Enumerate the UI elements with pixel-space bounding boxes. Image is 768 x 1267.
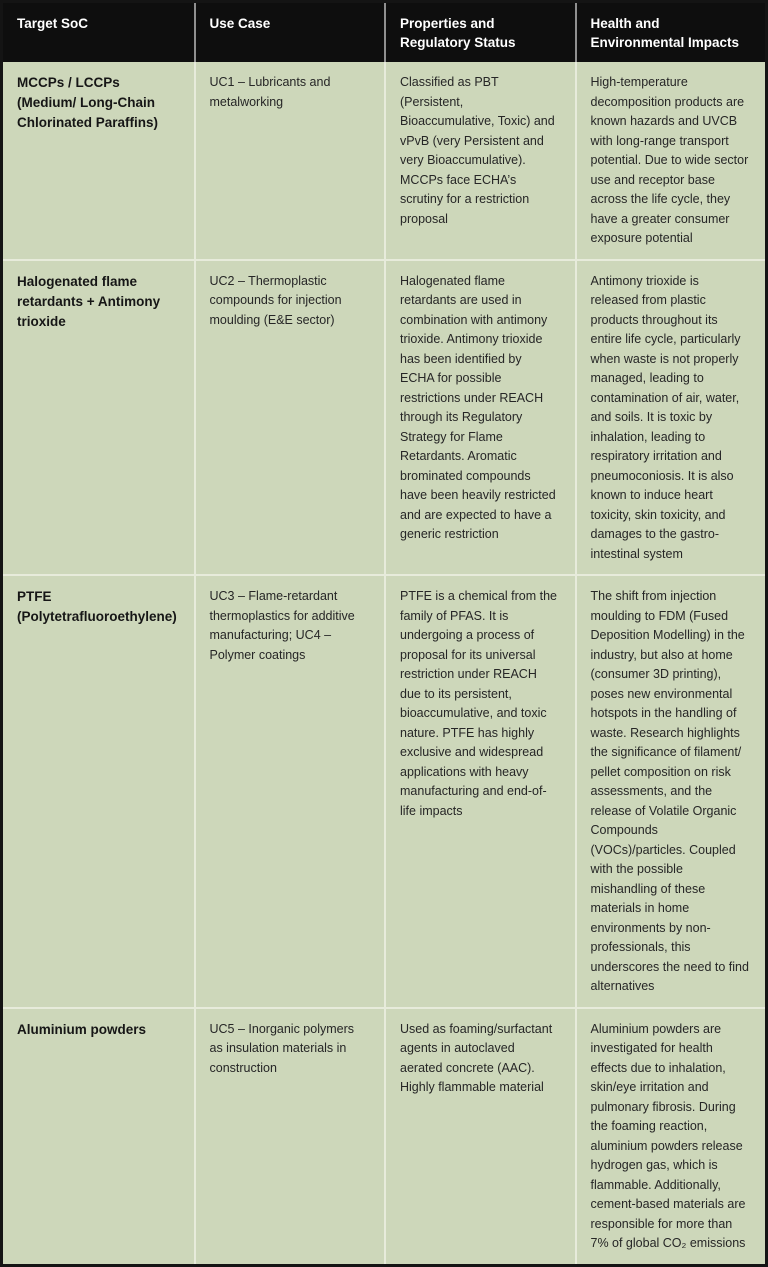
cell-use-case: UC1 – Lubricants and metalworking <box>194 62 385 259</box>
cell-impacts: Aluminium powders are investigated for health effects due to inhalation, skin/eye irritation and pulmonary fibrosis. During the foaming reaction, aluminium powders release hydrogen gas, which is flammable. Additionally, cement-based materials are responsible for more than 7% of global CO₂ emissions <box>575 1009 766 1264</box>
cell-properties: PTFE is a chemical from the family of PFAS. It is undergoing a process of proposal for its universal restriction under REACH due to its persistent, bioaccumulative, and toxic nature. PTFE has highly exclusive and widespread applications with heavy manufacturing and end-of-life impacts <box>384 576 575 1007</box>
table-row <box>3 1007 765 1264</box>
cell-impacts: High-temperature decomposition products are known hazards and UVCB with long-range transport potential. Due to wide sector use and receptor base across the life cycle, they have a greater consumer exposure potential <box>575 62 766 259</box>
table-row <box>3 62 765 259</box>
cell-target-soc: PTFE (Polytetrafluoroethylene) <box>17 589 177 624</box>
cell-target-soc: MCCPs / LCCPs (Medium/ Long-Chain Chlorinated Paraffins) <box>17 75 159 130</box>
table-header-row <box>3 3 765 62</box>
table-row <box>3 574 765 1007</box>
column-header-health-environmental-impacts: Health and Environmental Impacts <box>575 3 766 62</box>
cell-use-case: UC2 – Thermoplastic compounds for injection moulding (E&E sector) <box>194 261 385 575</box>
column-header-target-soc: Target SoC <box>17 16 89 31</box>
cell-target-soc: Halogenated flame retardants + Antimony trioxide <box>17 273 161 329</box>
column-header-properties-regulatory-status: Properties and Regulatory Status <box>384 3 575 62</box>
cell-properties: Halogenated flame retardants are used in combination with antimony trioxide. Antimony trioxide has been identified by ECHA for possible restrictions under REACH through its Regulatory Strategy for Flame Retardants. Aromatic brominated compounds have been heavily restricted and are expected to have a generic restriction <box>384 261 575 575</box>
table-row <box>3 259 765 575</box>
cell-use-case: UC5 – Inorganic polymers as insulation materials in construction <box>194 1009 385 1264</box>
cell-impacts: The shift from injection moulding to FDM (Fused Deposition Modelling) in the industry, but also at home (consumer 3D printing), poses new environmental hotspots in the handling of waste. Research highlights the significance of filament/ pellet composition on risk assessments, and the release of Volatile Organic Compounds (VOCs)/particles. Coupled with the possible mishandling of these materials in home environments by non-professionals, this underscores the need to find alternatives <box>575 576 766 1007</box>
cell-target-soc: Aluminium powders <box>17 1021 147 1037</box>
column-header-use-case: Use Case <box>194 3 385 62</box>
cell-properties: Used as foaming/surfactant agents in autoclaved aerated concrete (AAC). Highly flammable material <box>384 1009 575 1264</box>
cell-properties: Classified as PBT (Persistent, Bioaccumulative, Toxic) and vPvB (very Persistent and very Bioaccumulative). MCCPs face ECHA’s scrutiny for a restriction proposal <box>384 62 575 259</box>
cell-use-case: UC3 – Flame-retardant thermoplastics for additive manufacturing; UC4 – Polymer coatings <box>194 576 385 1007</box>
cell-impacts: Antimony trioxide is released from plastic products throughout its entire life cycle, particularly when waste is not properly managed, leading to contamination of air, water, and soils. It is toxic by inhalation, leading to respiratory irritation and pneumoconiosis. It is also known to induce heart toxicity, skin toxicity, and damages to the gastro-intestinal system <box>575 261 766 575</box>
